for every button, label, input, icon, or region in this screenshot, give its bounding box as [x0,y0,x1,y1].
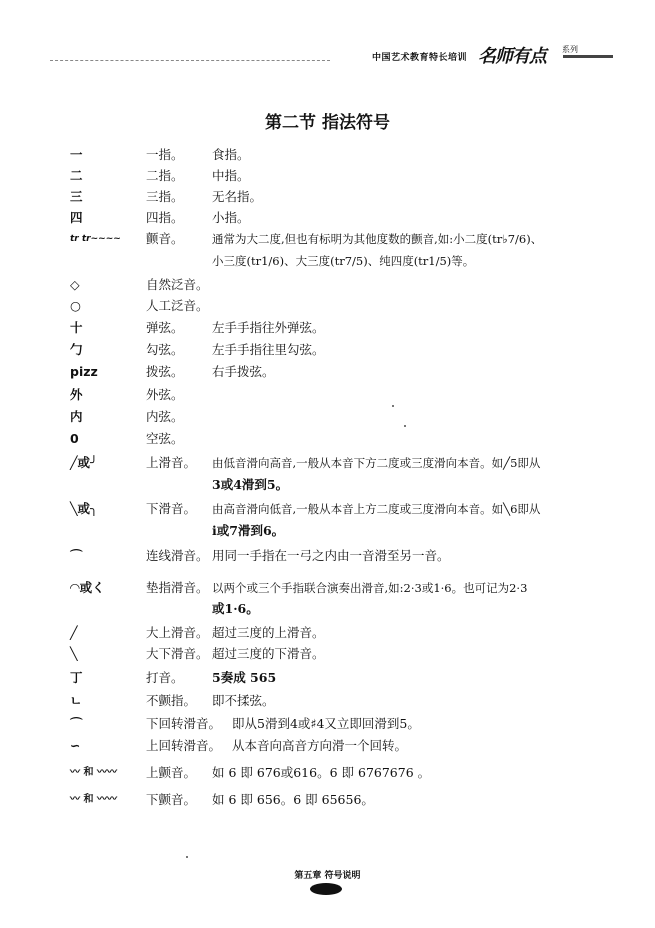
entry-row [0,690,655,712]
entry-name: 三指。 [146,189,184,204]
entry-desc: 超过三度的下滑音。 [212,646,325,661]
entry-name: 连线滑音。 [146,548,209,563]
entry-symbol: ◇ [70,277,80,292]
entry-symbol: 0 [70,431,79,446]
entry-row [0,186,655,208]
entry-desc: 从本音向高音方向滑一个回转。 [232,738,408,753]
entry-row [0,228,655,250]
entry-row-continuation [0,474,655,496]
header-publisher: 中国艺术教育特长培训 [372,53,468,63]
entry-desc: 食指。 [212,147,250,162]
entry-row [0,339,655,361]
entry-row-continuation [0,520,655,542]
entry-name: 上回转滑音。 [146,738,222,753]
entry-desc: 如 6 即 676或616。6 即 6767676 。 [212,765,431,780]
entry-symbol: 三 [70,189,83,204]
scan-speck [404,425,406,427]
entry-name: 下颤音。 [146,792,197,807]
scan-speck [186,856,188,858]
header-series: 系列 [562,45,578,54]
header-logo: 名师有点 [478,46,546,67]
entry-row [0,428,655,450]
entry-name: 上滑音。 [146,455,197,470]
entry-symbol: ㄴ [70,693,83,708]
entry-name: 弹弦。 [146,320,184,335]
entry-row [0,789,655,811]
entry-desc-continuation: 小三度(tr1/6)、大三度(tr7/5)、纯四度(tr1/5)等。 [212,254,475,268]
entry-symbol: ⌒ [70,548,83,563]
entry-symbol: 二 [70,168,83,183]
entry-symbol: pizz [70,364,98,379]
header-rule [50,60,330,61]
scan-speck [392,405,394,407]
entry-desc: 无名指。 [212,189,263,204]
entry-desc: 右手拨弦。 [212,364,275,379]
entry-row-continuation [0,598,655,620]
entry-desc: 由低音滑向高音,一般从本音下方二度或三度滑向本音。如╱5即从 [212,456,541,470]
entry-row [0,406,655,428]
entry-desc: 5奏成 565 [212,670,277,685]
entry-desc: 即不揉弦。 [212,693,275,708]
entry-name: 内弦。 [146,409,184,424]
entry-desc: 以两个或三个手指联合演奏出滑音,如:2·3或1·6。也可记为2·3 [212,581,528,595]
entry-name: 垫指滑音。 [146,580,209,595]
entry-symbol: 十 [70,320,83,335]
entry-name: 大上滑音。 [146,625,209,640]
entry-row [0,577,655,599]
entry-name: 四指。 [146,210,184,225]
entry-row [0,643,655,665]
entry-symbol: 〰 和 〰〰 [70,794,117,805]
entry-row [0,452,655,474]
entry-row [0,317,655,339]
entry-symbol: ╱或╯ [70,455,98,470]
entry-row [0,274,655,296]
entry-desc: 如 6 即 656。6 即 65656。 [212,792,374,807]
entry-row [0,713,655,735]
entry-name: 自然泛音。 [146,277,209,292]
entry-name: 颤音。 [146,231,184,246]
entry-name: 打音。 [146,670,184,685]
entry-desc: 即从5滑到4或♯4又立即回滑到5。 [232,716,420,731]
entry-row [0,144,655,166]
entry-symbol: 〰 和 〰〰 [70,767,117,778]
entry-symbol: 外 [70,387,83,402]
entry-name: 二指。 [146,168,184,183]
entry-symbol: 内 [70,409,83,424]
entry-desc: 小指。 [212,210,250,225]
entry-name: 人工泛音。 [146,298,209,313]
entry-desc: 超过三度的上滑音。 [212,625,325,640]
entry-name: 下回转滑音。 [146,716,222,731]
entry-row [0,735,655,757]
entry-desc-continuation: i或7滑到6。 [212,523,285,538]
entry-symbol: 四 [70,210,83,225]
footer-chapter: 第五章 符号说明 [294,871,361,881]
entry-desc: 中指。 [212,168,250,183]
entry-row [0,165,655,187]
entry-name: 下滑音。 [146,501,197,516]
entry-row [0,384,655,406]
entry-symbol: ⌒ [70,716,83,731]
entry-row [0,545,655,567]
entry-desc: 左手手指往里勾弦。 [212,342,325,357]
entry-name: 上颤音。 [146,765,197,780]
entry-desc: 左手手指往外弹弦。 [212,320,325,335]
entry-symbol: ∽ [70,738,81,753]
entry-symbol: 勹 [70,342,83,357]
page-header [0,38,655,68]
entry-name: 空弦。 [146,431,184,446]
entry-desc: 用同一手指在一弓之内由一音滑至另一音。 [212,548,450,563]
entry-symbol: 一 [70,147,83,162]
entry-row [0,498,655,520]
entry-symbol: ○ [70,298,81,313]
entry-desc: 通常为大二度,但也有标明为其他度数的颤音,如:小二度(tr♭7/6)、 [212,232,543,246]
entry-symbol: 丁 [70,670,83,685]
entry-name: 大下滑音。 [146,646,209,661]
entry-desc: 由高音滑向低音,一般从本音上方二度或三度滑向本音。如╲6即从 [212,502,541,516]
entry-name: 一指。 [146,147,184,162]
entry-name: 不颤指。 [146,693,197,708]
page-number-mark [310,883,342,895]
section-title: 第二节 指法符号 [265,113,390,133]
entry-name: 勾弦。 [146,342,184,357]
entry-row [0,207,655,229]
entry-name: 外弦。 [146,387,184,402]
entry-symbol: tr tr~~~~ [70,234,121,244]
entry-symbol: ╲ [70,646,78,661]
entry-row-continuation [0,250,655,272]
entry-name: 拨弦。 [146,364,184,379]
entry-row [0,762,655,784]
entry-desc-continuation: 3或4滑到5。 [212,477,289,492]
entry-desc-continuation: 或1·6。 [212,601,259,616]
entry-symbol: ╱ [70,625,78,640]
header-logo-underline [563,55,613,58]
entry-row [0,361,655,383]
entry-symbol: ◠或く [70,580,105,595]
entry-row [0,667,655,689]
entry-row [0,622,655,644]
entry-symbol: ╲或╮ [70,501,98,516]
entry-row [0,295,655,317]
